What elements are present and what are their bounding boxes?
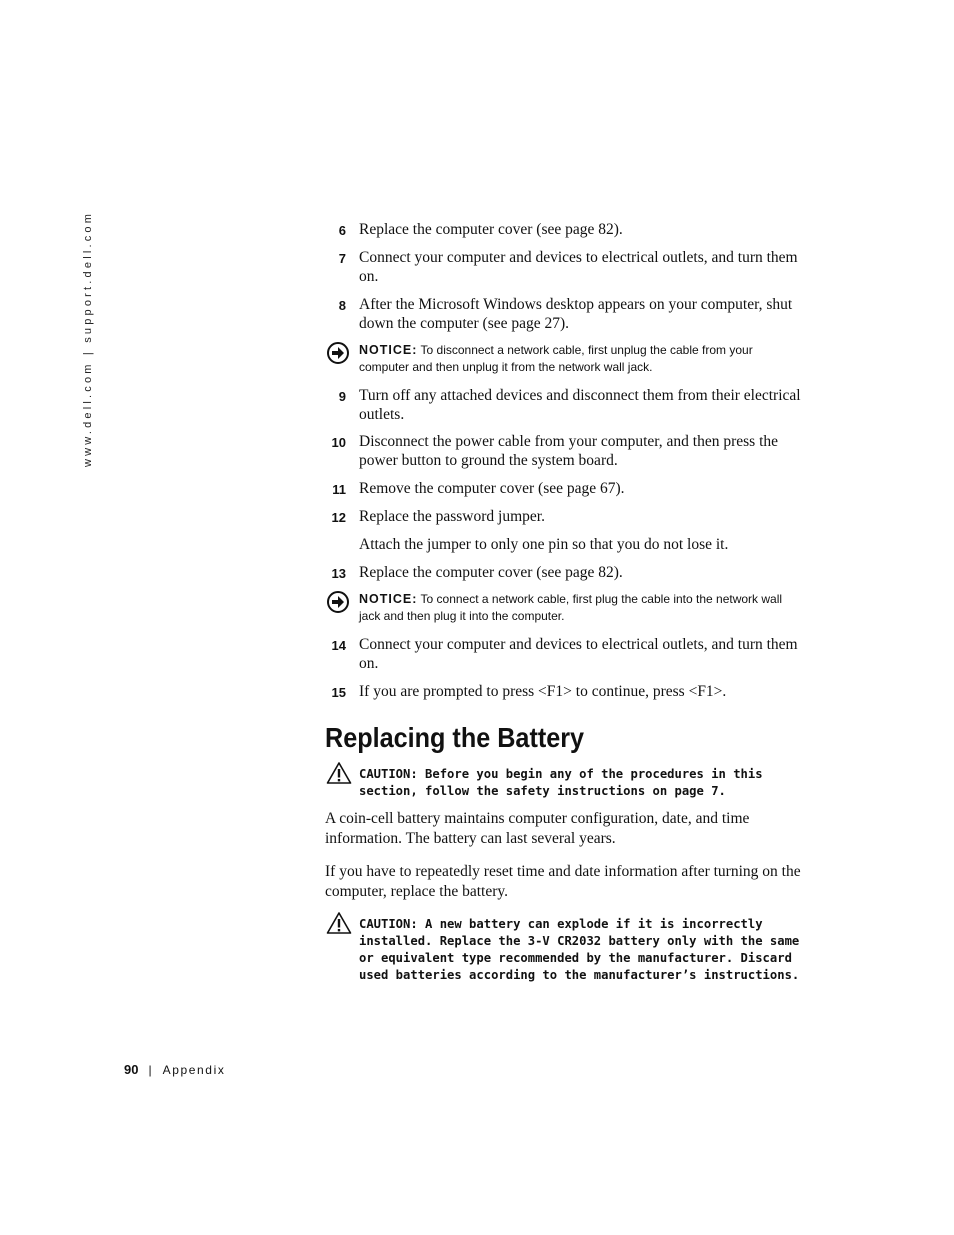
step-number: 13 [331, 566, 346, 581]
step-number: 12 [331, 510, 346, 525]
step-number: 11 [332, 482, 346, 497]
step-11 [326, 479, 816, 498]
step-6 [326, 220, 816, 239]
notice-label: NOTICE: [359, 592, 418, 606]
step-number: 8 [338, 298, 346, 313]
caution-text: CAUTION: Before you begin any of the procedures in this section, follow the safety instructions on page 7. [359, 767, 763, 798]
notice-arrow-icon [327, 591, 349, 613]
step-12-note: Attach the jumper to only one pin so that you do not lose it. [359, 536, 729, 553]
step-14 [326, 635, 816, 673]
step-text: Replace the password jumper. [359, 508, 545, 525]
step-12 [326, 507, 816, 526]
step-text: After the Microsoft Windows desktop appears on your computer, shut down the computer (see page 27). [359, 296, 793, 332]
notice-arrow-icon [327, 342, 349, 364]
step-text: Connect your computer and devices to electrical outlets, and turn them on. [359, 636, 798, 672]
page-footer [124, 1062, 225, 1077]
step-text: Remove the computer cover (see page 67). [359, 480, 625, 497]
warning-triangle-icon [326, 911, 352, 935]
step-number: 7 [338, 251, 346, 266]
step-8 [326, 295, 816, 333]
step-text: Connect your computer and devices to electrical outlets, and turn them on. [359, 249, 798, 285]
step-text: Turn off any attached devices and disconnect them from their electrical outlets. [359, 387, 801, 423]
step-text: Disconnect the power cable from your computer, and then press the power button to ground the system board. [359, 433, 779, 469]
step-7 [326, 248, 816, 286]
step-text: Replace the computer cover (see page 82). [359, 221, 623, 238]
step-9 [326, 386, 816, 424]
notice-text: To connect a network cable, first plug the cable into the network wall jack and then plug it into the computer. [359, 592, 783, 623]
side-url: www.dell.com | support.dell.com [82, 210, 94, 467]
step-number: 9 [338, 389, 346, 404]
warning-triangle-icon [326, 761, 352, 785]
battery-paragraph-2: If you have to repeatedly reset time and date information after turning on the computer, replace the battery. [325, 863, 801, 900]
step-15 [326, 682, 816, 701]
step-number: 6 [338, 223, 346, 238]
notice-network-disconnect [326, 342, 806, 376]
page-number: 90 [124, 1062, 139, 1077]
notice-text: To disconnect a network cable, first unplug the cable from your computer and then unplug it from the network wall jack. [359, 343, 753, 374]
caution-safety [326, 766, 816, 800]
caution-text: CAUTION: A new battery can explode if it is incorrectly installed. Replace the 3-V CR2032 battery only with the same or equivalent type recommended by the manufacturer. Discard used batteries according to the manufacturer’s instructions. [359, 917, 800, 982]
step-number: 10 [331, 435, 346, 450]
step-number: 15 [331, 685, 346, 700]
notice-network-connect [326, 591, 806, 625]
section-heading: Replacing the Battery [325, 722, 585, 753]
step-text: Replace the computer cover (see page 82). [359, 564, 623, 581]
step-13 [326, 563, 816, 582]
step-10 [326, 432, 816, 470]
footer-section: Appendix [162, 1063, 226, 1077]
caution-battery-explode [326, 916, 816, 984]
footer-separator: | [148, 1063, 152, 1077]
notice-label: NOTICE: [359, 343, 418, 357]
battery-paragraph-1: A coin-cell battery maintains computer configuration, date, and time information. The battery can last several years. [325, 810, 750, 847]
step-text: If you are prompted to press <F1> to continue, press <F1>. [359, 683, 727, 700]
step-number: 14 [331, 638, 346, 653]
